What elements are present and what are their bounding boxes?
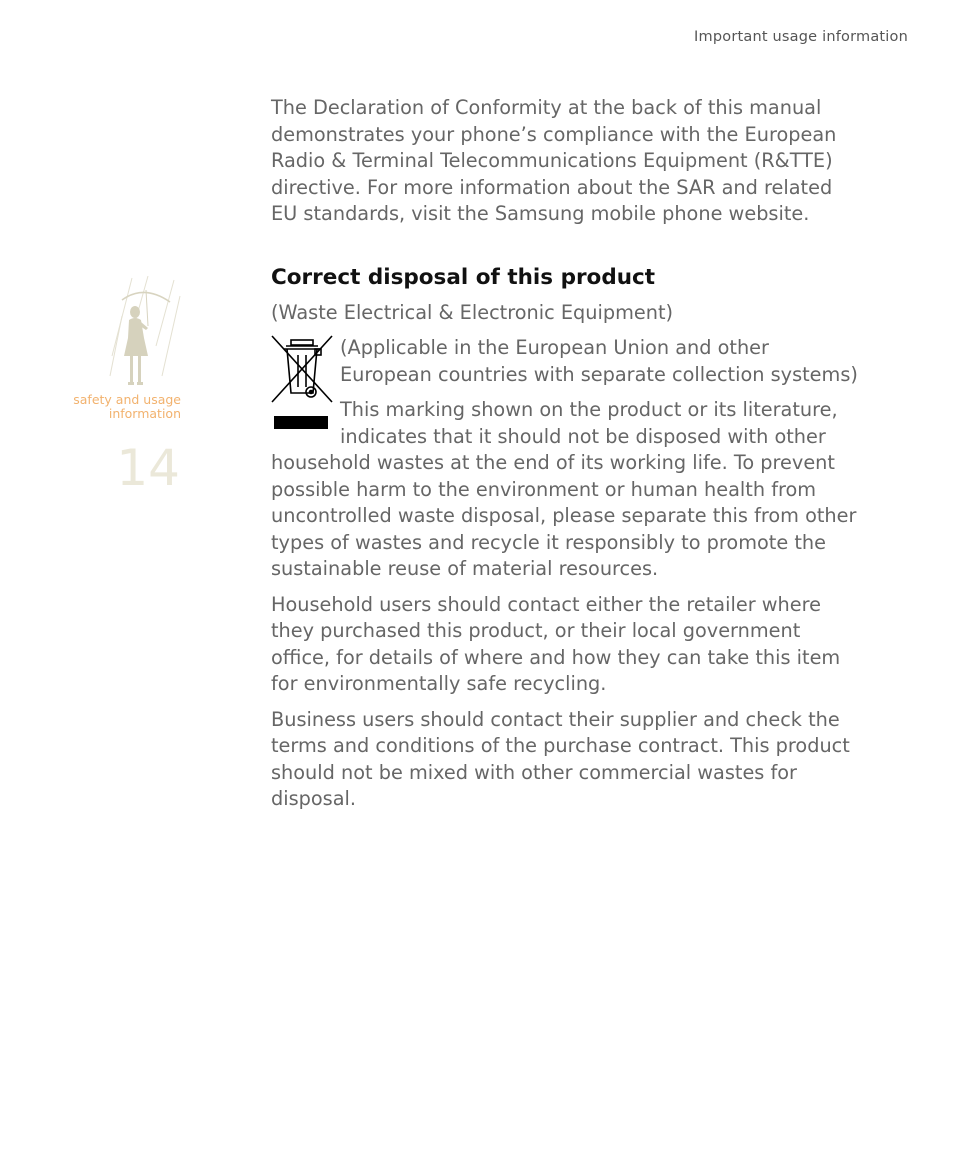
weee-block (271, 335, 859, 583)
intro-paragraph: The Declaration of Conformity at the back of this manual demonstrates your phone’s compliance with the European Radio & Terminal Telecommunications Equipment (R&TTE) directive. For more information about the SAR and related EU standards, visit the Samsung mobile phone website. (271, 96, 837, 225)
applicable-note: (Applicable in the European Union and other European countries with separate collection systems) (340, 336, 858, 386)
marking-paragraph: This marking shown on the product or its literature, indicates that it should not be disposed with other household wastes at the end of its working life. To prevent possible harm to the environment or human health from uncontrolled waste disposal, please separate this from other types of wastes and recycle it responsibly to promote the sustainable reuse of material resources. (271, 398, 857, 580)
running-header: Important usage information (694, 29, 908, 45)
household-paragraph: Household users should contact either the retailer where they purchased this product, or their local government office, for details of where and how they can take this item for environmentally safe recycling. (271, 592, 841, 695)
woman-with-umbrella-illustration (104, 276, 184, 391)
business-paragraph: Business users should contact their supplier and check the terms and conditions of the purchase contract. This product should not be mixed with other commercial wastes for disposal. (271, 707, 850, 810)
section-label: safety and usage information (73, 392, 181, 421)
subtitle: (Waste Electrical & Electronic Equipment) (271, 300, 674, 324)
crossed-out-wheeled-bin-icon (271, 335, 333, 431)
section-title: Correct disposal of this product (271, 264, 656, 290)
main-content (271, 95, 859, 813)
page-number: 14 (116, 439, 180, 497)
